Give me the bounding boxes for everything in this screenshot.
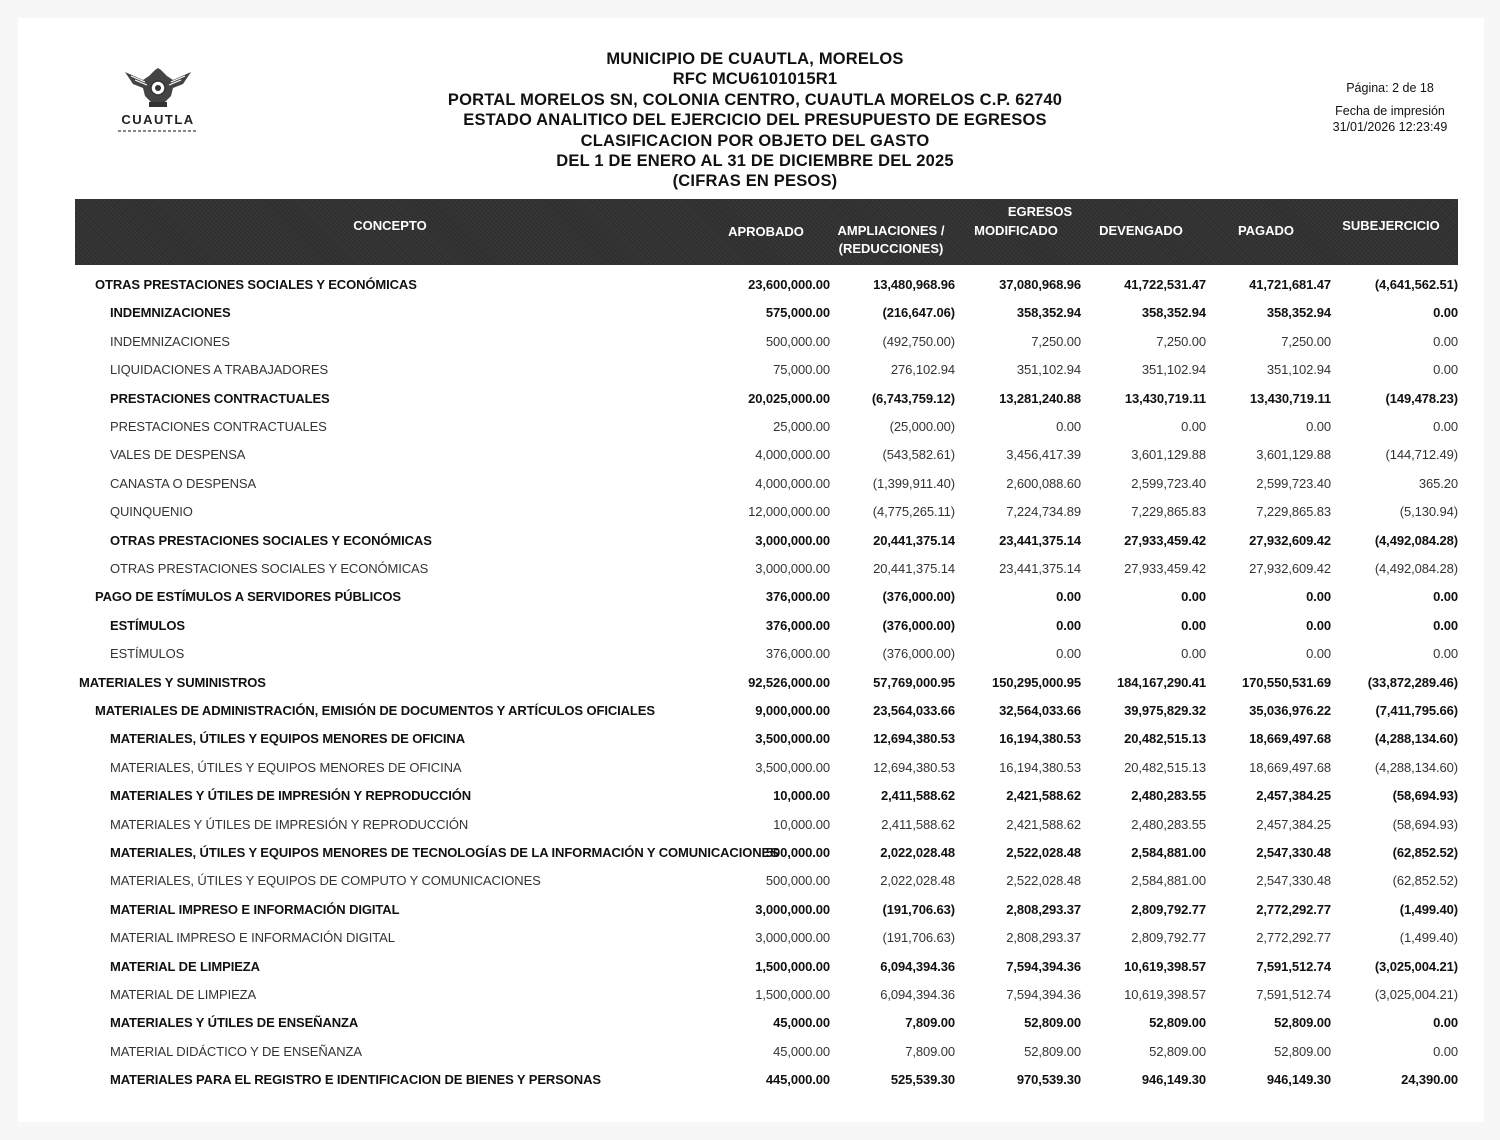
pagado-cell: 946,149.30 xyxy=(1266,1072,1331,1088)
print-date: 31/01/2026 12:23:49 xyxy=(1332,120,1448,134)
modificado-cell: 23,441,375.14 xyxy=(999,532,1081,548)
ampliaciones-cell: 2,022,028.48 xyxy=(880,873,955,889)
table-row xyxy=(75,1066,1460,1094)
subejercicio-cell: (4,288,134.60) xyxy=(1374,759,1458,775)
ampliaciones-cell: (191,706.63) xyxy=(882,930,955,946)
concepto-cell: INDEMNIZACIONES xyxy=(110,305,231,321)
aprobado-cell: 4,000,000.00 xyxy=(755,475,830,491)
subejercicio-cell: (1,499.40) xyxy=(1399,930,1458,946)
ampliaciones-cell: (216,647.06) xyxy=(882,305,955,321)
subejercicio-cell: 0.00 xyxy=(1433,589,1458,605)
pagado-cell: 2,599,723.40 xyxy=(1256,475,1331,491)
aprobado-cell: 4,000,000.00 xyxy=(755,447,830,463)
concepto-cell: MATERIALES, ÚTILES Y EQUIPOS MENORES DE OFICINA xyxy=(110,759,462,775)
aprobado-cell: 10,000.00 xyxy=(773,816,830,832)
ampliaciones-cell: 525,539.30 xyxy=(890,1072,955,1088)
aprobado-cell: 500,000.00 xyxy=(765,845,830,860)
concepto-cell: MATERIALES Y SUMINISTROS xyxy=(79,674,266,690)
header-pagado: PAGADO xyxy=(1237,223,1295,238)
report-header xyxy=(380,49,1130,192)
concepto-cell: MATERIAL IMPRESO E INFORMACIÓN DIGITAL xyxy=(110,930,395,946)
devengado-cell: 0.00 xyxy=(1181,419,1206,434)
devengado-cell: 39,975,829.32 xyxy=(1124,703,1206,718)
pagado-cell: 18,669,497.68 xyxy=(1249,759,1331,775)
cuautla-logo xyxy=(112,66,204,136)
subejercicio-cell: (58,694.93) xyxy=(1392,788,1458,804)
subejercicio-cell: 0.00 xyxy=(1433,362,1458,378)
subejercicio-cell: (149,478.23) xyxy=(1385,390,1458,406)
devengado-cell: 0.00 xyxy=(1181,646,1206,662)
classification: CLASIFICACION POR OBJETO DEL GASTO xyxy=(580,131,930,150)
concepto-cell: MATERIALES Y ÚTILES DE ENSEÑANZA xyxy=(110,1015,359,1031)
header-aprobado: APROBADO xyxy=(728,224,804,239)
ampliaciones-cell: (6,743,759.12) xyxy=(871,390,955,406)
concepto-cell: ESTÍMULOS xyxy=(110,617,185,633)
table-row xyxy=(75,299,1460,327)
concepto-cell: MATERIALES, ÚTILES Y EQUIPOS MENORES DE TECNOLOGÍAS DE LA INFORMACIÓN Y COMUNICACIONES xyxy=(110,845,779,860)
table-row xyxy=(75,867,1460,895)
subejercicio-cell: (62,852.52) xyxy=(1392,873,1458,889)
pagado-cell: 27,932,609.42 xyxy=(1249,561,1331,576)
concepto-cell: MATERIALES, ÚTILES Y EQUIPOS DE COMPUTO Y COMUNICACIONES xyxy=(110,873,541,889)
header-reducciones: (REDUCCIONES) xyxy=(838,241,944,256)
devengado-cell: 2,584,881.00 xyxy=(1131,873,1206,889)
page-meta xyxy=(1310,80,1470,135)
table-row xyxy=(75,441,1460,469)
devengado-cell: 41,722,531.47 xyxy=(1124,277,1206,292)
subejercicio-cell: 24,390.00 xyxy=(1401,1072,1458,1088)
devengado-cell: 7,229,865.83 xyxy=(1131,504,1206,520)
ampliaciones-cell: 23,564,033.66 xyxy=(873,703,955,718)
devengado-cell: 351,102.94 xyxy=(1141,362,1206,378)
units: (CIFRAS EN PESOS) xyxy=(672,172,838,191)
subejercicio-cell: 0.00 xyxy=(1433,1015,1458,1031)
aprobado-cell: 92,526,000.00 xyxy=(748,674,830,690)
subejercicio-cell: (5,130.94) xyxy=(1399,504,1458,520)
aprobado-cell: 25,000.00 xyxy=(773,419,830,434)
pagado-cell: 3,601,129.88 xyxy=(1256,447,1331,463)
aprobado-cell: 500,000.00 xyxy=(765,873,830,889)
pagado-cell: 2,772,292.77 xyxy=(1256,930,1331,946)
devengado-cell: 2,480,283.55 xyxy=(1131,816,1206,832)
table-row xyxy=(75,839,1460,867)
concepto-cell: MATERIAL IMPRESO E INFORMACIÓN DIGITAL xyxy=(110,901,400,917)
header-concepto: CONCEPTO xyxy=(353,218,427,233)
modificado-cell: 358,352.94 xyxy=(1016,305,1081,321)
header-ampliaciones: AMPLIACIONES / xyxy=(837,223,945,238)
subejercicio-cell: (1,499.40) xyxy=(1399,901,1458,917)
modificado-cell: 16,194,380.53 xyxy=(999,759,1081,775)
ampliaciones-cell: (543,582.61) xyxy=(882,447,955,463)
table-row xyxy=(75,697,1460,725)
modificado-cell: 2,808,293.37 xyxy=(1006,930,1081,946)
devengado-cell: 2,809,792.77 xyxy=(1131,930,1206,946)
ampliaciones-cell: (376,000.00) xyxy=(882,646,955,662)
devengado-cell: 13,430,719.11 xyxy=(1124,390,1206,406)
aprobado-cell: 376,000.00 xyxy=(765,589,830,605)
concepto-cell: MATERIAL DE LIMPIEZA xyxy=(110,987,257,1002)
aprobado-cell: 3,000,000.00 xyxy=(755,561,830,576)
ampliaciones-cell: 2,411,588.62 xyxy=(881,816,955,832)
table-row xyxy=(75,725,1460,753)
aprobado-cell: 3,000,000.00 xyxy=(755,532,830,548)
address: PORTAL MORELOS SN, COLONIA CENTRO, CUAUTLA MORELOS C.P. 62740 xyxy=(447,90,1063,109)
header-modificado: MODIFICADO xyxy=(974,223,1058,238)
ampliaciones-cell: (492,750.00) xyxy=(882,333,955,349)
aprobado-cell: 10,000.00 xyxy=(773,788,830,804)
pagado-cell: 2,772,292.77 xyxy=(1256,901,1331,917)
pagado-cell: 2,547,330.48 xyxy=(1256,845,1331,860)
concepto-cell: PRESTACIONES CONTRACTUALES xyxy=(110,419,327,434)
ampliaciones-cell: (376,000.00) xyxy=(882,617,955,633)
modificado-cell: 16,194,380.53 xyxy=(999,731,1081,747)
ampliaciones-cell: 7,809.00 xyxy=(905,1043,955,1059)
modificado-cell: 7,594,394.36 xyxy=(1006,987,1081,1002)
modificado-cell: 2,522,028.48 xyxy=(1006,845,1081,860)
aprobado-cell: 23,600,000.00 xyxy=(748,277,830,292)
devengado-cell: 2,599,723.40 xyxy=(1131,475,1206,491)
table-row xyxy=(75,612,1460,640)
subejercicio-cell: (7,411,795.66) xyxy=(1375,703,1458,718)
pagado-cell: 52,809.00 xyxy=(1274,1015,1331,1031)
modificado-cell: 0.00 xyxy=(1056,589,1081,605)
subejercicio-cell: (4,492,084.28) xyxy=(1374,561,1458,576)
print-date-label: Fecha de impresión xyxy=(1335,104,1445,118)
pagado-cell: 358,352.94 xyxy=(1266,305,1331,321)
subejercicio-cell: 0.00 xyxy=(1433,419,1458,434)
table-row xyxy=(75,669,1460,697)
aprobado-cell: 12,000,000.00 xyxy=(748,504,830,520)
table-row xyxy=(75,782,1460,810)
concepto-cell: OTRAS PRESTACIONES SOCIALES Y ECONÓMICAS xyxy=(95,277,417,292)
table-row xyxy=(75,555,1460,583)
ampliaciones-cell: 12,694,380.53 xyxy=(873,759,955,775)
pagado-cell: 0.00 xyxy=(1306,617,1331,633)
modificado-cell: 351,102.94 xyxy=(1016,362,1081,378)
devengado-cell: 7,250.00 xyxy=(1156,333,1206,349)
table-row xyxy=(75,527,1460,555)
concepto-cell: MATERIAL DIDÁCTICO Y DE ENSEÑANZA xyxy=(110,1043,362,1059)
table-row xyxy=(75,640,1460,668)
subejercicio-cell: (3,025,004.21) xyxy=(1374,958,1458,974)
table-row xyxy=(75,356,1460,384)
ampliaciones-cell: (191,706.63) xyxy=(882,901,955,917)
ampliaciones-cell: (4,775,265.11) xyxy=(872,504,955,520)
table-row xyxy=(75,924,1460,952)
subejercicio-cell: 0.00 xyxy=(1433,617,1458,633)
table-row xyxy=(75,413,1460,441)
table-row xyxy=(75,498,1460,526)
pagado-cell: 35,036,976.22 xyxy=(1249,703,1331,718)
devengado-cell: 0.00 xyxy=(1181,617,1206,633)
concepto-cell: INDEMNIZACIONES xyxy=(110,333,230,349)
aprobado-cell: 376,000.00 xyxy=(765,617,830,633)
concepto-cell: CANASTA O DESPENSA xyxy=(110,475,257,491)
ampliaciones-cell: 2,411,588.62 xyxy=(881,788,955,804)
table-row xyxy=(75,896,1460,924)
modificado-cell: 7,594,394.36 xyxy=(1006,958,1081,974)
concepto-cell: ESTÍMULOS xyxy=(110,646,185,662)
logo-tagline-decoration xyxy=(118,130,198,132)
pagado-cell: 2,457,384.25 xyxy=(1256,788,1331,804)
modificado-cell: 7,224,734.89 xyxy=(1006,504,1081,520)
subejercicio-cell: (4,492,084.28) xyxy=(1374,532,1458,548)
report-title: ESTADO ANALITICO DEL EJERCICIO DEL PRESUPUESTO DE EGRESOS xyxy=(463,111,1047,130)
devengado-cell: 2,584,881.00 xyxy=(1131,845,1206,860)
aprobado-cell: 1,500,000.00 xyxy=(755,958,830,974)
table-row xyxy=(75,811,1460,839)
header-devengado: DEVENGADO xyxy=(1099,223,1183,238)
devengado-cell: 27,933,459.42 xyxy=(1124,561,1206,576)
pagado-cell: 52,809.00 xyxy=(1274,1043,1331,1059)
aprobado-cell: 3,000,000.00 xyxy=(755,901,830,917)
modificado-cell: 0.00 xyxy=(1056,617,1081,633)
modificado-cell: 970,539.30 xyxy=(1016,1072,1081,1088)
pagado-cell: 7,229,865.83 xyxy=(1256,504,1331,520)
ampliaciones-cell: (1,399,911.40) xyxy=(872,475,955,491)
concepto-cell: PRESTACIONES CONTRACTUALES xyxy=(110,390,330,406)
devengado-cell: 10,619,398.57 xyxy=(1124,987,1206,1002)
subejercicio-cell: 0.00 xyxy=(1433,305,1458,321)
logo-wordmark: CUAUTLA xyxy=(121,112,195,127)
concepto-cell: PAGO DE ESTÍMULOS A SERVIDORES PÚBLICOS xyxy=(95,589,401,605)
table-row xyxy=(75,953,1460,981)
subejercicio-cell: (33,872,289.46) xyxy=(1367,674,1458,690)
ampliaciones-cell: 13,480,968.96 xyxy=(873,277,955,292)
table-row xyxy=(75,583,1460,611)
rfc: RFC MCU6101015R1 xyxy=(672,70,838,89)
concepto-cell: MATERIAL DE LIMPIEZA xyxy=(110,958,260,974)
modificado-cell: 52,809.00 xyxy=(1024,1015,1081,1031)
ampliaciones-cell: (376,000.00) xyxy=(882,589,955,605)
pagado-cell: 7,591,512.74 xyxy=(1256,987,1331,1002)
modificado-cell: 2,421,588.62 xyxy=(1006,788,1081,804)
aprobado-cell: 500,000.00 xyxy=(765,333,830,349)
subejercicio-cell: 365.20 xyxy=(1418,475,1458,491)
pagado-cell: 0.00 xyxy=(1306,589,1331,605)
modificado-cell: 2,808,293.37 xyxy=(1006,901,1081,917)
header-egresos: EGRESOS xyxy=(1007,204,1073,219)
pagado-cell: 0.00 xyxy=(1306,419,1331,434)
table-header xyxy=(75,199,1458,265)
subejercicio-cell: (4,288,134.60) xyxy=(1374,731,1458,747)
concepto-cell: MATERIALES PARA EL REGISTRO E IDENTIFICACION DE BIENES Y PERSONAS xyxy=(110,1072,601,1088)
aprobado-cell: 45,000.00 xyxy=(773,1015,830,1031)
ampliaciones-cell: 6,094,394.36 xyxy=(880,987,955,1002)
aprobado-cell: 3,500,000.00 xyxy=(755,731,830,747)
table-row xyxy=(75,981,1460,1009)
devengado-cell: 0.00 xyxy=(1181,589,1206,605)
concepto-cell: VALES DE DESPENSA xyxy=(110,447,246,463)
devengado-cell: 27,933,459.42 xyxy=(1124,532,1206,548)
devengado-cell: 946,149.30 xyxy=(1141,1072,1206,1088)
modificado-cell: 37,080,968.96 xyxy=(999,277,1081,292)
concepto-cell: MATERIALES Y ÚTILES DE IMPRESIÓN Y REPRODUCCIÓN xyxy=(110,788,472,804)
pagado-cell: 27,932,609.42 xyxy=(1249,532,1331,548)
modificado-cell: 2,522,028.48 xyxy=(1006,873,1081,889)
subejercicio-cell: (4,641,562.51) xyxy=(1374,277,1458,292)
devengado-cell: 20,482,515.13 xyxy=(1124,759,1206,775)
modificado-cell: 23,441,375.14 xyxy=(999,561,1081,576)
pagado-cell: 2,547,330.48 xyxy=(1256,873,1331,889)
municipality-name: MUNICIPIO DE CUAUTLA, MORELOS xyxy=(606,50,904,68)
pagado-cell: 18,669,497.68 xyxy=(1249,731,1331,747)
modificado-cell: 32,564,033.66 xyxy=(999,703,1081,718)
aprobado-cell: 20,025,000.00 xyxy=(748,390,830,406)
aprobado-cell: 3,000,000.00 xyxy=(755,930,830,946)
ampliaciones-cell: 20,441,375.14 xyxy=(873,532,955,548)
table-row xyxy=(75,1038,1460,1066)
ampliaciones-cell: 7,809.00 xyxy=(905,1015,955,1031)
pagado-cell: 170,550,531.69 xyxy=(1242,674,1331,690)
devengado-cell: 20,482,515.13 xyxy=(1124,731,1206,747)
devengado-cell: 184,167,290.41 xyxy=(1117,674,1206,690)
modificado-cell: 52,809.00 xyxy=(1024,1043,1081,1059)
ampliaciones-cell: 2,022,028.48 xyxy=(880,845,955,860)
subejercicio-cell: (144,712.49) xyxy=(1385,447,1458,463)
header-subejercicio: SUBEJERCICIO xyxy=(1342,218,1440,233)
modificado-cell: 0.00 xyxy=(1056,646,1081,662)
table-row xyxy=(75,1009,1460,1037)
ampliaciones-cell: 12,694,380.53 xyxy=(873,731,955,747)
ampliaciones-cell: 57,769,000.95 xyxy=(873,674,955,690)
page-number: Página: 2 de 18 xyxy=(1346,81,1434,95)
table-row xyxy=(75,271,1460,299)
devengado-cell: 52,809.00 xyxy=(1149,1015,1206,1031)
subejercicio-cell: (62,852.52) xyxy=(1392,845,1458,860)
table-row xyxy=(75,328,1460,356)
modificado-cell: 7,250.00 xyxy=(1031,333,1081,349)
period: DEL 1 DE ENERO AL 31 DE DICIEMBRE DEL 2025 xyxy=(556,152,954,171)
table-row xyxy=(75,754,1460,782)
subejercicio-cell: (3,025,004.21) xyxy=(1374,987,1458,1002)
aprobado-cell: 3,500,000.00 xyxy=(755,759,830,775)
devengado-cell: 10,619,398.57 xyxy=(1124,958,1206,974)
aprobado-cell: 45,000.00 xyxy=(773,1043,830,1059)
concepto-cell: LIQUIDACIONES A TRABAJADORES xyxy=(110,362,329,378)
aprobado-cell: 445,000.00 xyxy=(765,1072,830,1088)
devengado-cell: 2,480,283.55 xyxy=(1131,788,1206,804)
aprobado-cell: 376,000.00 xyxy=(765,646,830,662)
devengado-cell: 358,352.94 xyxy=(1141,305,1206,321)
ampliaciones-cell: 276,102.94 xyxy=(890,362,955,378)
devengado-cell: 52,809.00 xyxy=(1149,1043,1206,1059)
concepto-cell: MATERIALES, ÚTILES Y EQUIPOS MENORES DE OFICINA xyxy=(110,731,466,747)
pagado-cell: 351,102.94 xyxy=(1266,362,1331,378)
modificado-cell: 150,295,000.95 xyxy=(992,674,1081,690)
pagado-cell: 7,591,512.74 xyxy=(1256,958,1331,974)
pagado-cell: 41,721,681.47 xyxy=(1249,277,1331,292)
modificado-cell: 3,456,417.39 xyxy=(1006,447,1081,463)
concepto-cell: QUINQUENIO xyxy=(110,504,193,520)
table-row xyxy=(75,385,1460,413)
subejercicio-cell: 0.00 xyxy=(1433,333,1458,349)
modificado-cell: 2,600,088.60 xyxy=(1006,475,1081,491)
pagado-cell: 2,457,384.25 xyxy=(1256,816,1331,832)
devengado-cell: 2,809,792.77 xyxy=(1131,901,1206,917)
aprobado-cell: 9,000,000.00 xyxy=(755,703,830,718)
aprobado-cell: 75,000.00 xyxy=(773,362,830,378)
pagado-cell: 0.00 xyxy=(1306,646,1331,662)
aprobado-cell: 1,500,000.00 xyxy=(755,987,830,1002)
modificado-cell: 0.00 xyxy=(1056,419,1081,434)
concepto-cell: OTRAS PRESTACIONES SOCIALES Y ECONÓMICAS xyxy=(110,561,429,576)
concepto-cell: MATERIALES DE ADMINISTRACIÓN, EMISIÓN DE DOCUMENTOS Y ARTÍCULOS OFICIALES xyxy=(95,703,655,718)
pagado-cell: 7,250.00 xyxy=(1281,333,1331,349)
subejercicio-cell: 0.00 xyxy=(1433,1043,1458,1059)
ampliaciones-cell: 20,441,375.14 xyxy=(873,561,955,576)
subejercicio-cell: 0.00 xyxy=(1433,646,1458,662)
devengado-cell: 3,601,129.88 xyxy=(1131,447,1206,463)
modificado-cell: 2,421,588.62 xyxy=(1006,816,1081,832)
concepto-cell: OTRAS PRESTACIONES SOCIALES Y ECONÓMICAS xyxy=(110,532,432,548)
concepto-cell: MATERIALES Y ÚTILES DE IMPRESIÓN Y REPRODUCCIÓN xyxy=(110,816,469,832)
ampliaciones-cell: (25,000.00) xyxy=(889,419,955,434)
modificado-cell: 13,281,240.88 xyxy=(999,390,1081,406)
eagle-emblem-icon xyxy=(121,66,195,110)
aprobado-cell: 575,000.00 xyxy=(765,305,830,321)
pagado-cell: 13,430,719.11 xyxy=(1249,390,1331,406)
table-row xyxy=(75,470,1460,498)
subejercicio-cell: (58,694.93) xyxy=(1392,816,1458,832)
ampliaciones-cell: 6,094,394.36 xyxy=(880,958,955,974)
